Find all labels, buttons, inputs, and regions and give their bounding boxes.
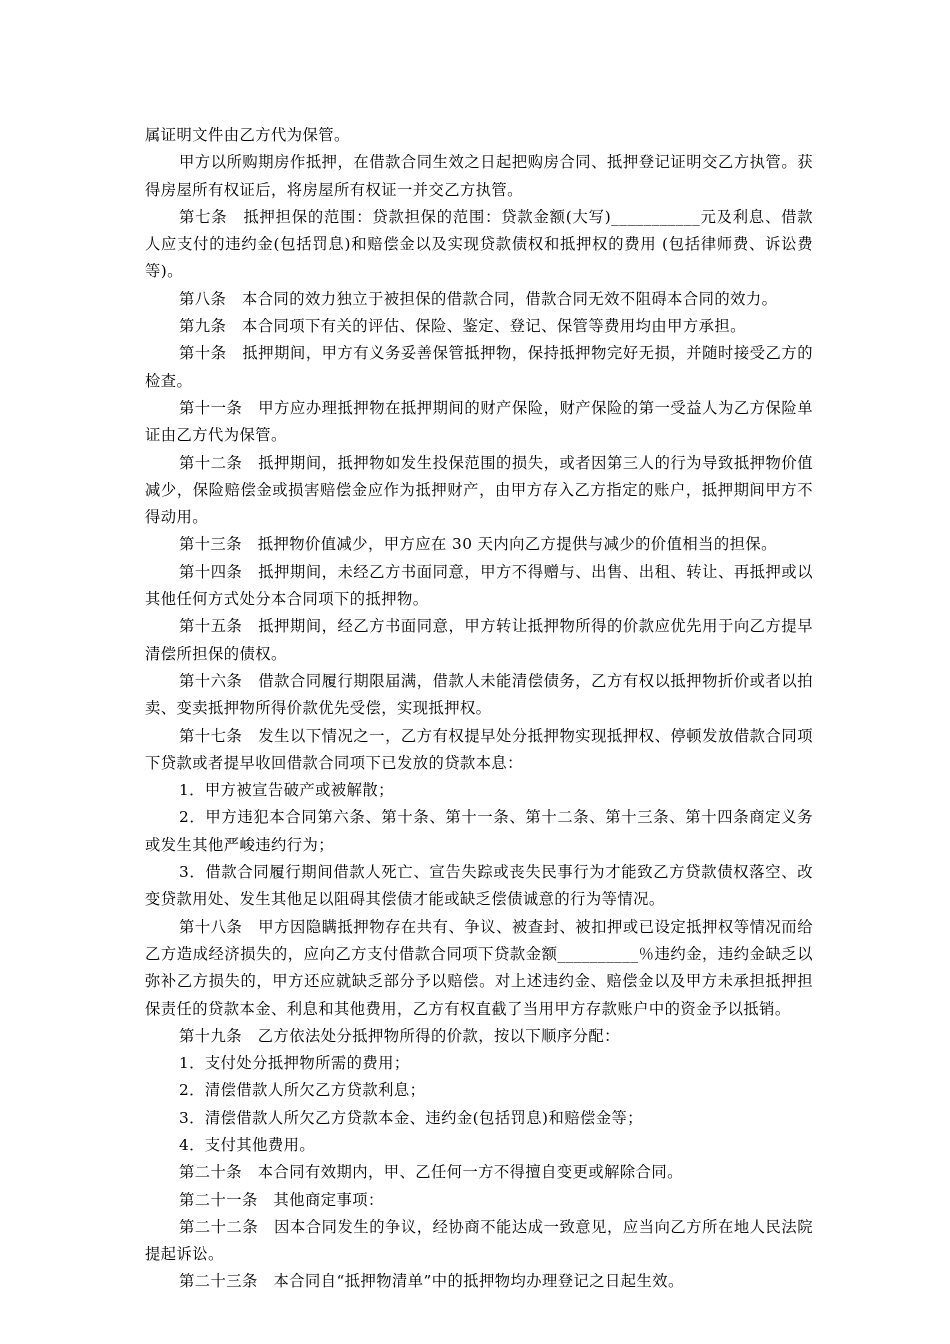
article-13: 第十三条 抵押物价值减少，甲方应在 30 天内向乙方提供与减少的价值相当的担保。	[179, 535, 777, 554]
article-9: 第九条 本合同项下有关的评估、保险、鉴定、登记、保管等费用均由甲方承担。	[179, 317, 746, 336]
article-17-item-3: 3．借款合同履行期间借款人死亡、宣告失踪或丧失民事行为才能致乙方贷款债权落空、改变贷款用处、发生其他足以阻碍其偿债才能或缺乏偿债诚意的行为等情况。	[145, 863, 813, 909]
article-20: 第二十条 本合同有效期内，甲、乙任何一方不得擅自变更或解除合同。	[179, 1163, 683, 1182]
article-23: 第二十三条 本合同自“抵押物清单”中的抵押物均办理登记之日起生效。	[179, 1272, 684, 1291]
article-16: 第十六条 借款合同履行期限届满，借款人未能清偿债务，乙方有权以抵押物折价或者以拍卖、变卖抵押物所得价款优先受偿，实现抵押权。	[145, 671, 813, 718]
article-17-item-1: 1．甲方被宣告破产或被解散；	[179, 781, 394, 800]
article-7: 第七条 抵押担保的范围：贷款担保的范围：贷款金额(大写)___________元及利息、借款人应支付的违约金(包括罚息)和赔偿金以及实现贷款债权和抵押权的费用 (包括律师费、诉讼费等)。	[145, 207, 813, 281]
article-15: 第十五条 抵押期间，经乙方书面同意，甲方转让抵押物所得的价款应优先用于向乙方提早清偿所担保的债权。	[145, 617, 813, 663]
paragraph-continuation: 属证明文件由乙方代为保管。	[145, 126, 350, 144]
article-19-item-1: 1．支付处分抵押物所需的费用；	[179, 1054, 410, 1073]
article-22: 第二十二条 因本合同发生的争议，经协商不能达成一致意见，应当向乙方所在地人民法院提起诉讼。	[145, 1217, 813, 1264]
article-19-item-3: 3．清偿借款人所欠乙方贷款本金、违约金(包括罚息)和赔偿金等；	[179, 1108, 643, 1127]
article-19: 第十九条 乙方依法处分抵押物所得的价款，按以下顺序分配：	[179, 1026, 620, 1045]
article-17: 第十七条 发生以下情况之一，乙方有权提早处分抵押物实现抵押权、停顿发放借款合同项下贷款或者提早收回借款合同项下已发放的贷款本息：	[145, 726, 813, 772]
article-14: 第十四条 抵押期间，未经乙方书面同意，甲方不得赠与、出售、出租、转让、再抵押或以其他任何方式处分本合同项下的抵押物。	[145, 562, 813, 609]
article-19-item-2: 2．清偿借款人所欠乙方贷款利息；	[179, 1081, 426, 1100]
article-10: 第十条 抵押期间，甲方有义务妥善保管抵押物，保持抵押物完好无损，并随时接受乙方的检查。	[145, 344, 813, 390]
article-19-item-4: 4．支付其他费用。	[179, 1135, 316, 1154]
article-12: 第十二条 抵押期间，抵押物如发生投保范围的损失，或者因第三人的行为导致抵押物价值减少，保险赔偿金或损害赔偿金应作为抵押财产，由甲方存入乙方指定的账户，抵押期间甲方不得动用。	[145, 453, 813, 527]
article-21: 第二十一条 其他商定事项：	[179, 1190, 384, 1209]
article-17-item-2: 2．甲方违犯本合同第六条、第十条、第十一条、第十二条、第十三条、第十四条商定义务或发生其他严峻违约行为；	[145, 808, 813, 854]
document-page	[145, 122, 813, 1296]
article-11: 第十一条 甲方应办理抵押物在抵押期间的财产保险，财产保险的第一受益人为乙方保险单证由乙方代为保管。	[145, 398, 813, 445]
article-8: 第八条 本合同的效力独立于被担保的借款合同，借款合同无效不阻碍本合同的效力。	[179, 289, 778, 308]
article-18: 第十八条 甲方因隐瞒抵押物存在共有、争议、被查封、被扣押或已设定抵押权等情况而给乙方造成经济损失的，应向乙方支付借款合同项下贷款金额__________％违约金，违约金缺乏以弥补乙方损失的，甲方还应就缺乏部分予以赔偿。对上述违约金、赔偿金以及甲方未承担抵押担保责任的贷款本金、利息和其他费用，乙方有权直截了当用甲方存款账户中的资金予以抵销。	[145, 917, 813, 1018]
paragraph-pledge-house: 甲方以所购期房作抵押，在借款合同生效之日起把购房合同、抵押登记证明交乙方执管。获得房屋所有权证后，将房屋所有权证一并交乙方执管。	[145, 153, 813, 199]
